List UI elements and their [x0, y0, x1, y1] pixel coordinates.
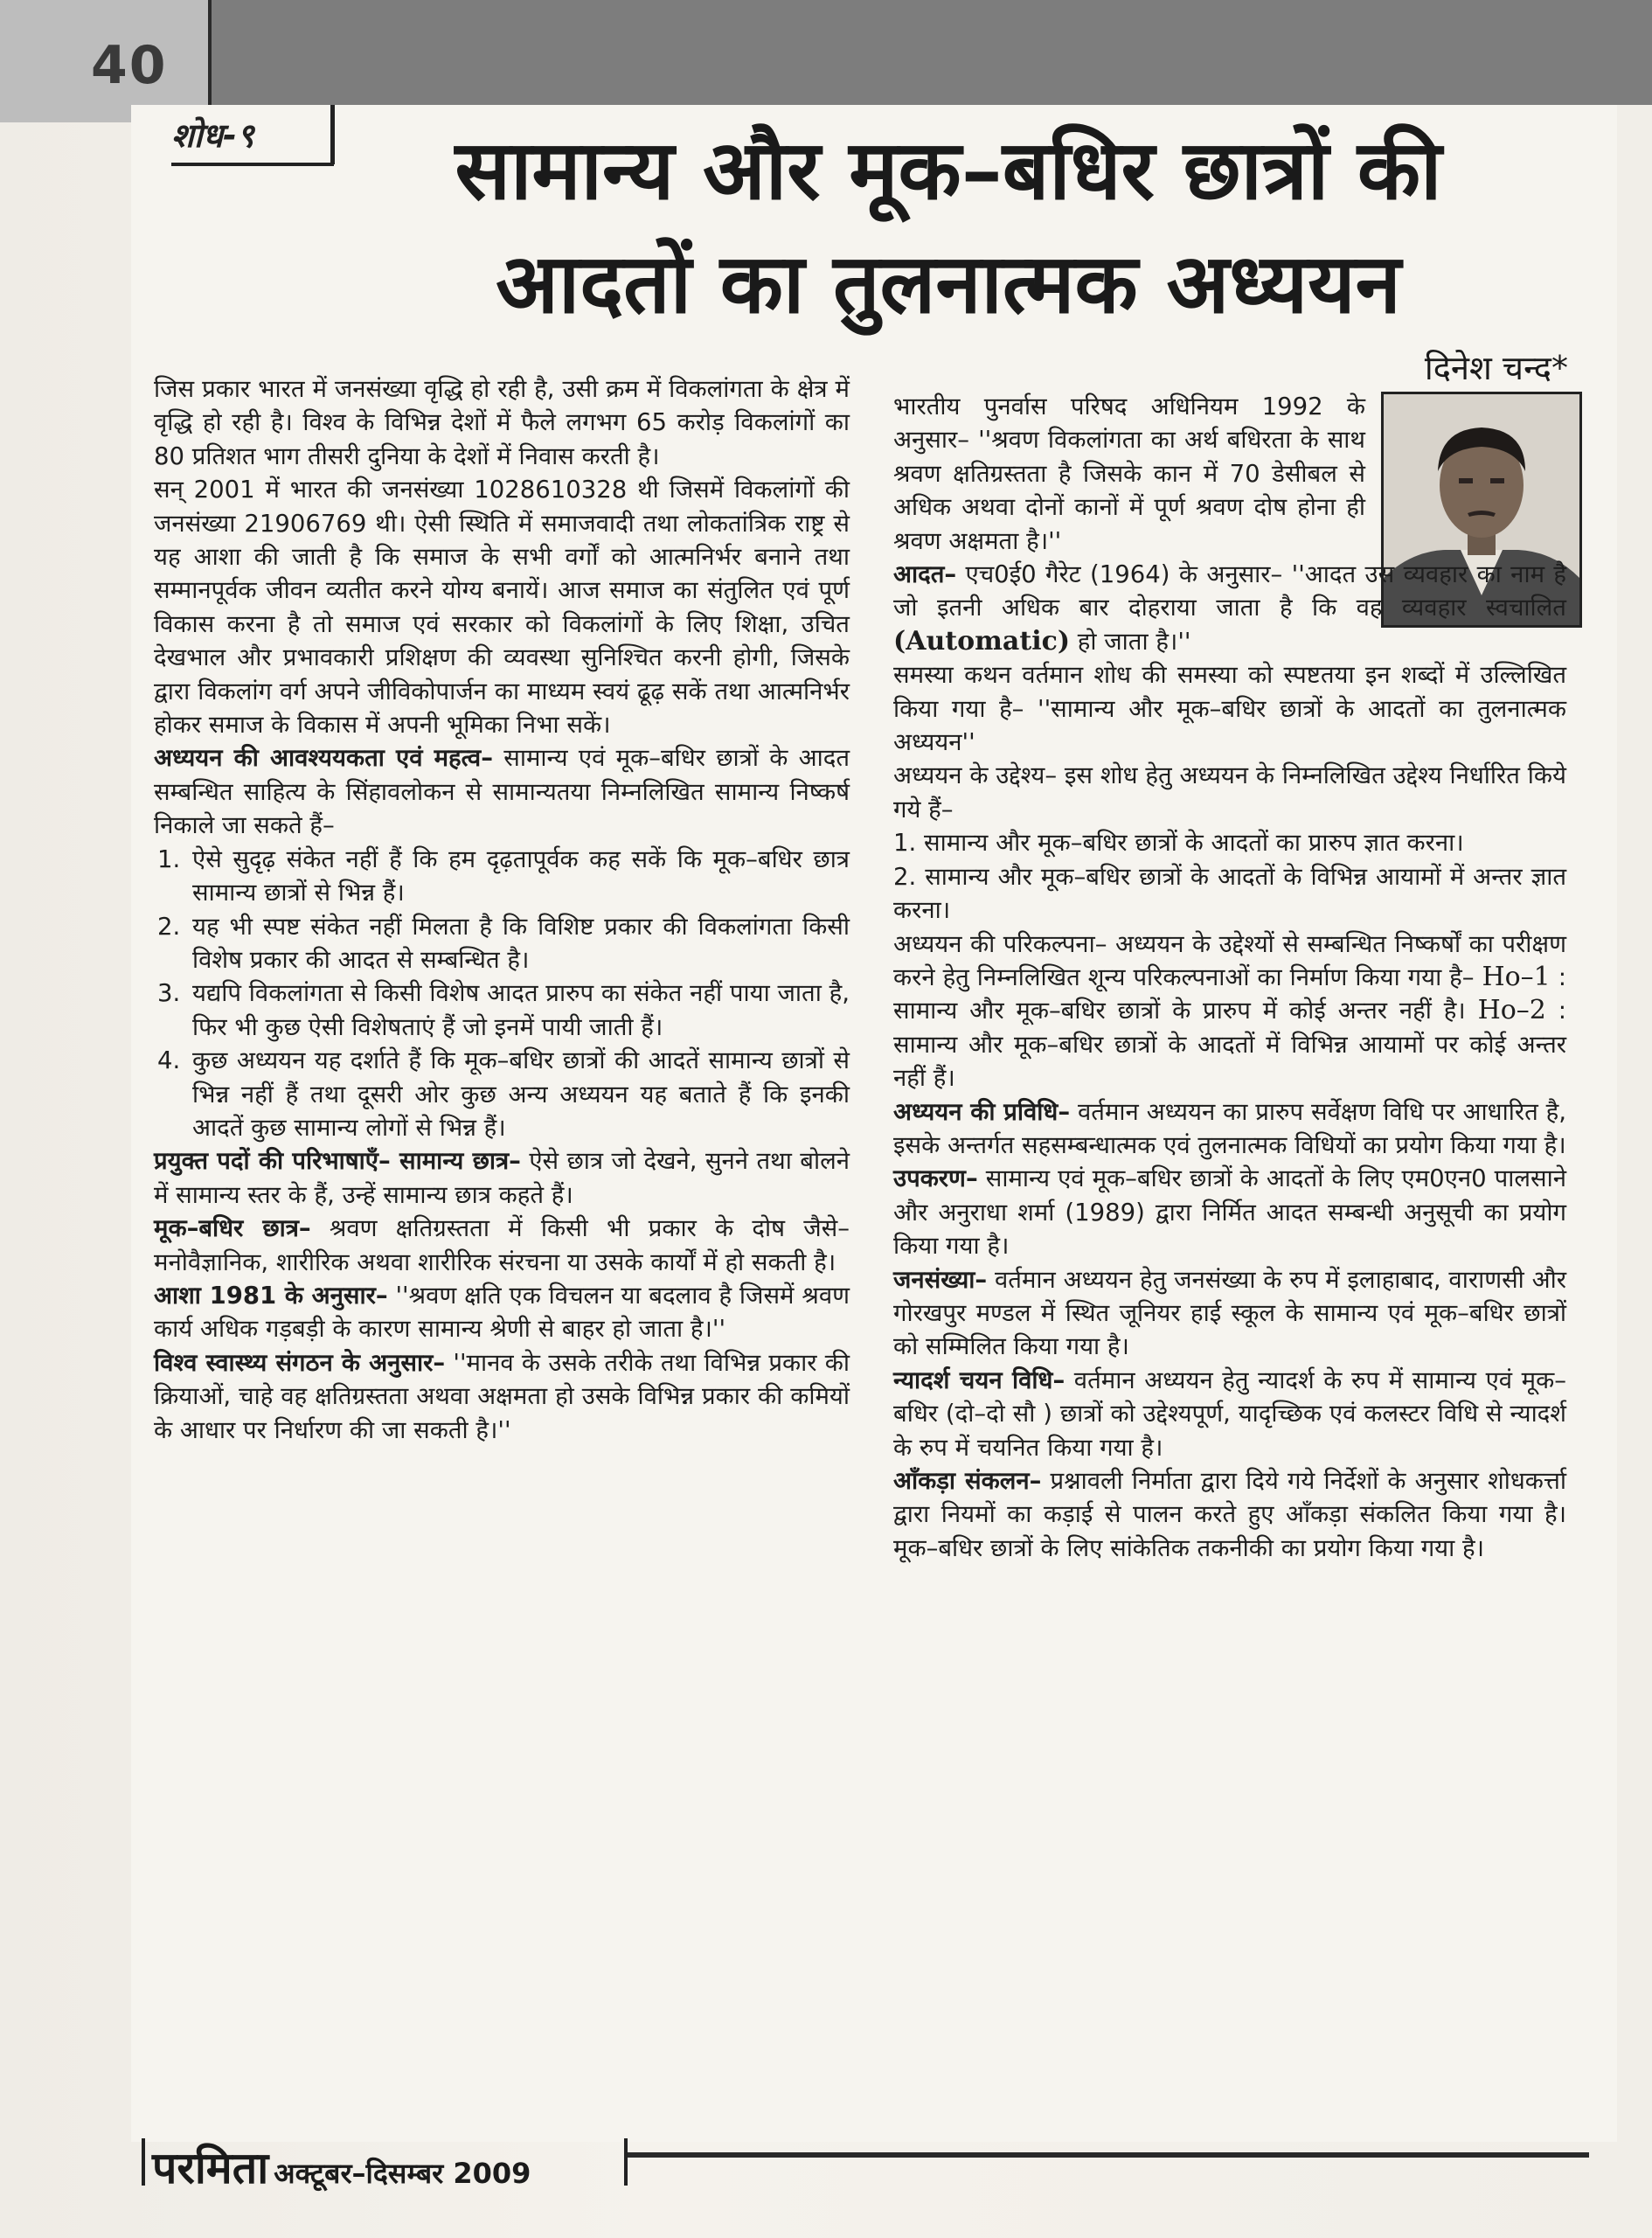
method-heading: अध्ययन की प्रविधि– [893, 1097, 1071, 1126]
definitions-heading: प्रयुक्त पदों की परिभाषाएँ– सामान्य छात्र– [154, 1147, 521, 1176]
tools-heading: उपकरण– [893, 1164, 978, 1193]
list-item-text: यह भी स्पष्ट संकेत नहीं मिलता है कि विशिष्ट प्रकार की विकलांगता किसी विशेष प्रकार की आदत से सम्बन्धित है। [192, 912, 850, 974]
habit-text: एच0ई0 गैरेट (1964) के अनुसार– ''आदत उस व्यवहार का नाम है जो इतनी अधिक बार दोहराया जाता है कि वह व्यवहार स्वचालित [893, 560, 1566, 622]
need-text: सामान्य एवं मूक–बधिर छात्रों के आदत सम्बन्धित साहित्य के सिंहावलोकन से सामान्यतया निम्नलिखित सामान्य निष्कर्ष निकाले जा सकते हैं– [154, 744, 850, 840]
header-divider [208, 0, 212, 122]
section-tag-underline [171, 163, 334, 166]
sample-paragraph [893, 1364, 1566, 1464]
method-paragraph [893, 1095, 1566, 1163]
deaf-definition-paragraph [154, 1212, 850, 1279]
list-item-number: 4. [157, 1046, 181, 1075]
intro-paragraph-1: जिस प्रकार भारत में जनसंख्या वृद्धि हो रही है, उसी क्रम में विकलांगता के क्षेत्र में वृद्धि हो रही है। विश्व के विभिन्न देशों में फैले लगभग 65 करोड़ विकलांगों का 80 प्रतिशत भाग तीसरी दुनिया के देशों में निवास करती है। [154, 375, 850, 470]
section-tag: शोध-९ [171, 116, 254, 155]
who-heading: विश्व स्वास्थ्य संगठन के अनुसार– [154, 1348, 446, 1377]
deaf-definition-text: श्रवण क्षतिग्रस्तता में किसी भी प्रकार के दोष जैसे–मनोवैज्ञानिक, शारीरिक अथवा शारीरिक संरचना या उसके कार्यों में हो सकती है। [154, 1214, 850, 1276]
problem-paragraph: समस्या कथन वर्तमान शोध की समस्या को स्पष्टतया इन शब्दों में उल्लिखित किया गया है– ''सामान्य और मूक–बधिर छात्रों के आदतों का तुलनात्मक अध्ययन'' [893, 661, 1566, 757]
objective-1: 1. सामान्य और मूक–बधिर छात्रों के आदतों का प्रारुप ज्ञात करना। [893, 829, 1464, 858]
habit-text-end: हो जाता है।'' [1070, 627, 1191, 656]
right-column [893, 390, 1566, 1565]
ho1-label: Ho–1 [1482, 961, 1551, 992]
data-collection-text: प्रश्नावली निर्माता द्वारा दिये गये निर्देशों के अनुसार शोधकर्त्ता द्वारा नियमों का कड़ाई से पालन करते हुए आँकड़ा संकलित किया गया है। मूक–बधिर छात्रों के लिए सांकेतिक तकनीकी का प्रयोग किया गया है। [893, 1467, 1566, 1562]
footer-left-rule [142, 2138, 145, 2186]
list-item-text: ऐसे सुदृढ़ संकेत नहीं हैं कि हम दृढ़तापूर्वक कह सकें कि मूक–बधिर छात्र सामान्य छात्रों से भिन्न हैं। [192, 844, 850, 907]
left-column [154, 372, 850, 1447]
list-item [154, 910, 850, 977]
asha-heading: आशा 1981 के अनुसार– [154, 1281, 388, 1310]
list-item-number: 2. [157, 912, 181, 941]
deaf-definition-heading: मूक–बधिर छात्र– [154, 1214, 311, 1243]
ho2-text: : सामान्य और मूक–बधिर छात्रों के आदतों में विभिन्न आयामों पर कोई अन्तर नहीं हैं। [893, 997, 1566, 1093]
method-text: वर्तमान अध्ययन का प्रारुप सर्वेक्षण विधि पर आधारित है, इसके अन्तर्गत सहसम्बन्धात्मक एवं तुलनात्मक विधियों का प्रयोग किया गया है। [893, 1097, 1566, 1159]
list-item [154, 1044, 850, 1144]
title-line-1: सामान्य और मूक–बधिर छात्रों की [455, 122, 1442, 219]
ho1-text: : सामान्य और मूक–बधिर छात्रों के प्रारुप में कोई अन्तर नहीं है। [893, 963, 1566, 1025]
list-item [154, 977, 850, 1044]
list-item-text: कुछ अध्ययन यह दर्शाते हैं कि मूक–बधिर छात्रों की आदतें सामान्य छात्रों से भिन्न नहीं हैं तथा दूसरी ओर कुछ अन्य अध्ययन यह बताते हैं कि इनकी आदतें कुछ सामान्य लोगों से भिन्न हैं। [192, 1046, 850, 1142]
list-item [154, 843, 850, 910]
objectives-paragraph: अध्ययन के उद्देश्य– इस शोध हेतु अध्ययन के निम्नलिखित उद्देश्य निर्धारित किये गये हैं– [893, 761, 1566, 824]
ho2-label: Ho–2 [1477, 995, 1546, 1026]
data-collection-paragraph [893, 1464, 1566, 1565]
list-item-number: 3. [157, 979, 181, 1008]
population-heading: जनसंख्या– [893, 1265, 988, 1294]
tools-text: सामान्य एवं मूक–बधिर छात्रों के आदतों के लिए एम0एन0 पालसाने और अनुराधा शर्मा (1989) द्वारा निर्मित आदत सम्बन्धी अनुसूची का प्रयोग किया गया है। [893, 1164, 1566, 1261]
title-line-2: आदतों का तुलनात्मक अध्ययन [496, 236, 1401, 332]
footer-divider [624, 2138, 628, 2186]
hypothesis-paragraph [893, 928, 1566, 1095]
intro-paragraph-2: सन् 2001 में भारत की जनसंख्या 1028610328 थी जिसमें विकलांगों की जनसंख्या 21906769 थी। ऐसी स्थिति में समाजवादी तथा लोकतांत्रिक राष्ट्र से यह आशा की जाती है कि समाज के सभी वर्गों को आत्मनिर्भर बनाने तथा सम्मानपूर्वक जीवन व्यतीत करने योग्य बनायें। आज समाज का संतुलित एवं पूर्ण विकास करना है तो समाज एवं सरकार को विकलांगों के लिए शिक्षा, उचित देखभाल और प्रभावकारी प्रशिक्षण की व्यवस्था सुनिश्चित करनी होगी, जिसके द्वारा विकलांग वर्ग अपने जीविकोपार्जन का माध्यम स्वयं ढूढ़ सकें तथा आत्मनिर्भर होकर समाज के विकास में अपनी भूमिका निभा सकें। [154, 476, 850, 740]
who-text: ''मानव के उसके तरीके तथा विभिन्न प्रकार की क्रियाओं, चाहे वह क्षतिग्रस्तता अथवा अक्षमता हो उसके विभिन्न प्रकार की कमियों के आधार पर निर्धारण की जा सकती है।'' [154, 1348, 850, 1444]
habit-automatic-term: (Automatic) [893, 625, 1071, 657]
need-heading: अध्ययन की आवश्ययकता एवं महत्व– [154, 744, 493, 773]
definitions-text: ऐसे छात्र जो देखने, सुनने तथा बोलने में सामान्य स्तर के हैं, उन्हें सामान्य छात्र कहते हैं। [154, 1147, 850, 1209]
data-collection-heading: आँकड़ा संकलन– [893, 1467, 1042, 1495]
objective-2: 2. सामान्य और मूक–बधिर छात्रों के आदतों के विभिन्न आयामों में अन्तर ज्ञात करना। [893, 862, 1566, 925]
page-number: 40 [91, 35, 168, 96]
population-text: वर्तमान अध्ययन हेतु जनसंख्या के रुप में इलाहाबाद, वाराणसी और गोरखपुर मण्डल में स्थित जूनियर हाई स्कूल के सामान्य एवं मूक–बधिर छात्रों को सम्मिलित किया गया है। [893, 1265, 1566, 1361]
rci-paragraph: भारतीय पुनर्वास परिषद अधिनियम 1992 के अनुसार– ''श्रवण विकलांगता का अर्थ बधिरता के साथ श्रवण क्षतिग्रस्तता है जिसके कान में 70 डेसीबल से अधिक अथवा दोनों कानों में पूर्ण श्रवण दोष होना ही श्रवण अक्षमता है।'' [893, 393, 1365, 555]
habit-paragraph [893, 558, 1566, 658]
footer [152, 2137, 531, 2196]
asha-text: ''श्रवण क्षति एक विचलन या बदलाव है जिसमें श्रवण कार्य अधिक गड़बड़ी के कारण सामान्य श्रेणी से बाहर हो जाता है।'' [154, 1281, 850, 1344]
header-band [0, 0, 1652, 105]
section-tag-rule [330, 105, 335, 164]
issue-date: अक्टूबर–दिसम्बर 2009 [274, 2157, 531, 2190]
author-name: दिनेश चन्द* [1424, 349, 1568, 387]
who-paragraph [154, 1346, 850, 1447]
list-item-number: 1. [157, 844, 181, 873]
findings-list [154, 843, 850, 1145]
sample-text: वर्तमान अध्ययन हेतु न्यादर्श के रुप में सामान्य एवं मूक–बधिर (दो–दो सौ ) छात्रों को उद्देश्यपूर्ण, यादृच्छिक एवं कलस्टर विधि से न्यादर्श के रुप में चयनित किया गया है। [893, 1366, 1566, 1462]
need-paragraph [154, 741, 850, 842]
list-item-text: यद्यपि विकलांगता से किसी विशेष आदत प्रारुप का संकेत नहीं पाया जाता है, फिर भी कुछ ऐसी विशेषताएं हैं जो इनमें पायी जाती हैं। [192, 979, 850, 1041]
population-paragraph [893, 1263, 1566, 1364]
definitions-paragraph [154, 1144, 850, 1212]
hypothesis-text: अध्ययन की परिकल्पना– अध्ययन के उद्देश्यों से सम्बन्धित निष्कर्षों का परीक्षण करने हेतु निम्नलिखित शून्य परिकल्पनाओं का निर्माण किया गया है– [893, 929, 1566, 991]
footer-rule [628, 2152, 1589, 2158]
sample-heading: न्यादर्श चयन विधि– [893, 1366, 1065, 1394]
article-title [341, 114, 1556, 341]
magazine-name: परमिता [152, 2142, 269, 2193]
habit-heading: आदत– [893, 560, 957, 589]
asha-paragraph [154, 1279, 850, 1346]
tools-paragraph [893, 1162, 1566, 1262]
